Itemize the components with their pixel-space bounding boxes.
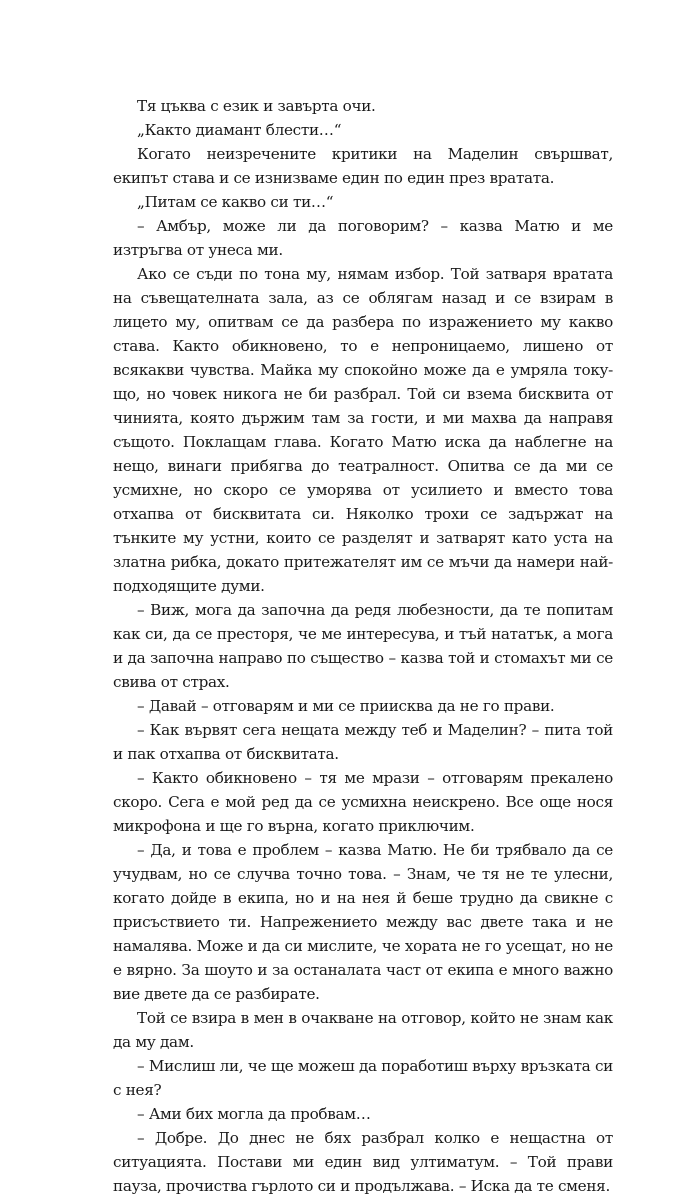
- paragraph: – Мислиш ли, че ще можеш да поработиш върху връзката си с нея?: [113, 1057, 613, 1099]
- paragraph: – Добре. До днес не бях разбрал колко е нещастна от ситуацията. Постави ми един вид ултиматум. – Той прави пауза, прочиства гърлото си и продължава. – Иска да те сменя.: [113, 1129, 613, 1195]
- paragraph: – Как вървят сега нещата между теб и Маделин? – пита той и пак отхапва от бисквитата.: [113, 721, 613, 763]
- paragraph: – Виж, мога да започна да редя любезности, да те попитам как си, да се престоря, че ме интересува, и тъй нататък, а мога и да започна направо по същество – казва той и стомахът ми се свива от страх.: [113, 601, 613, 691]
- paragraph: Ако се съди по тона му, нямам избор. Той затваря вратата на съвещателната зала, аз се облягам назад и се взирам в лицето му, опитвам се да разбера по изражението му какво става. Както обикновено, то е непроницаемо, лишено от всякакви чувства. Майка му спокойно може да е умряла току-що, но човек никога не би разбрал. Той си взема бисквита от чинията, която държим там за гости, и ми махва да направя същото. Поклащам глава. Когато Матю иска да наблегне на нещо, винаги прибягва до театралност. Опитва се да ми се усмихне, но скоро се уморява от усилието и вместо това отхапва от бисквитата си. Няколко трохи се задържат на тънките му устни, които се разделят и затварят като уста на златна рибка, докато притежателят им се мъчи да намери най-подходящите думи.: [113, 265, 613, 595]
- paragraph: „Питам се какво си ти…“: [137, 193, 334, 211]
- paragraph: – Както обикновено – тя ме мрази – отговарям прекалено скоро. Сега е мой ред да се усмихна неискрено. Все още нося микрофона и ще го върна, когато приключим.: [113, 769, 613, 835]
- paragraph: – Амбър, може ли да поговорим? – казва Матю и ме изтръгва от унеса ми.: [113, 217, 613, 259]
- paragraph: Той се взира в мен в очакване на отговор, който не знам как да му дам.: [113, 1009, 613, 1051]
- body-text: [113, 94, 613, 1198]
- paragraph: Тя цъква с език и завърта очи.: [137, 97, 376, 115]
- paragraph: – Да, и това е проблем – казва Матю. Не би трябвало да се учудвам, но се случва точно това. – Знам, че тя не те улесни, когато дойде в екипа, но и на нея й беше трудно да свикне с присъствието ти. Напрежението между вас двете така и не намалява. Може и да си мислите, че хората не го усещат, но не е вярно. За шоуто и за останалата част от екипа е много важно вие двете да се разбирате.: [113, 841, 613, 1003]
- paragraph: – Давай – отговарям и ми се приисква да не го прави.: [137, 697, 555, 715]
- paragraph: „Както диамант блести…“: [137, 121, 342, 139]
- paragraph: Когато неизречените критики на Маделин свършват, екипът става и се изнизваме един по един през вратата.: [113, 145, 613, 187]
- paragraph: – Ами бих могла да пробвам…: [137, 1105, 371, 1123]
